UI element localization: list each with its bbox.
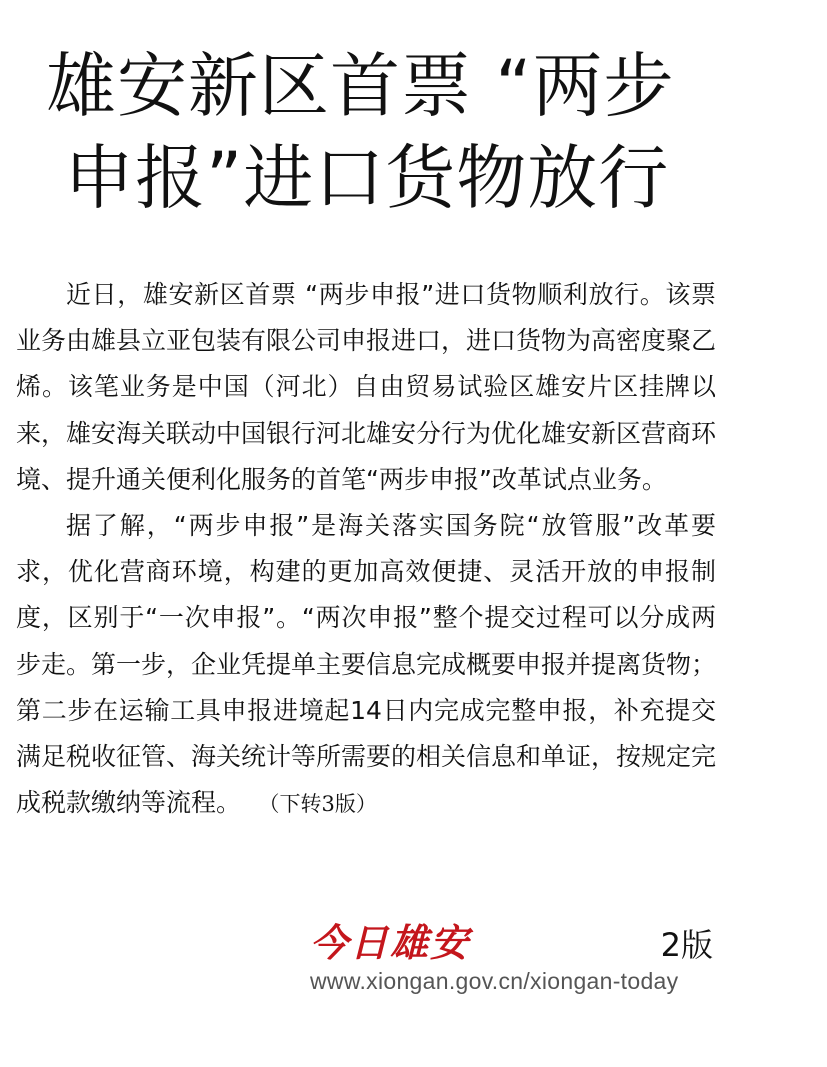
brand-logo: 今日雄安 [310, 920, 471, 965]
article-body [16, 272, 716, 827]
article-paragraph-2-text: 据了解，“两步申报”是海关落实国务院“放管服”改革要求，优化营商环境，构建的更加高效便捷、灵活开放的申报制度，区别于“一次申报”。“两次申报”整个提交过程可以分成两步走。第一步，企业凭提单主要信息完成概要申报并提离货物；第二步在运输工具申报进境起14日内完成完整申报，补充提交满足税收征管、海关统计等所需要的相关信息和单证，按规定完成税款缴纳等流程。 [16, 511, 717, 818]
headline [46, 40, 746, 224]
continued-note: （下转3版） [269, 792, 377, 817]
page-number: 2版 [660, 926, 713, 964]
article-paragraph-2 [16, 503, 716, 827]
article-paragraph-1: 近日，雄安新区首票 “两步申报”进口货物顺利放行。该票业务由雄县立亚包装有限公司申报进口，进口货物为高密度聚乙烯。该笔业务是中国（河北）自由贸易试验区雄安片区挂牌以来，雄安海关联动中国银行河北雄安分行为优化雄安新区营商环境、提升通关便利化服务的首笔“两步申报”改革试点业务。 [16, 280, 717, 494]
headline-line-1: 雄安新区首票 “两步 [46, 45, 675, 127]
website-url: www.xiongan.gov.cn/xiongan-today [310, 968, 679, 994]
headline-line-2: 申报”进口货物放行 [64, 137, 670, 219]
